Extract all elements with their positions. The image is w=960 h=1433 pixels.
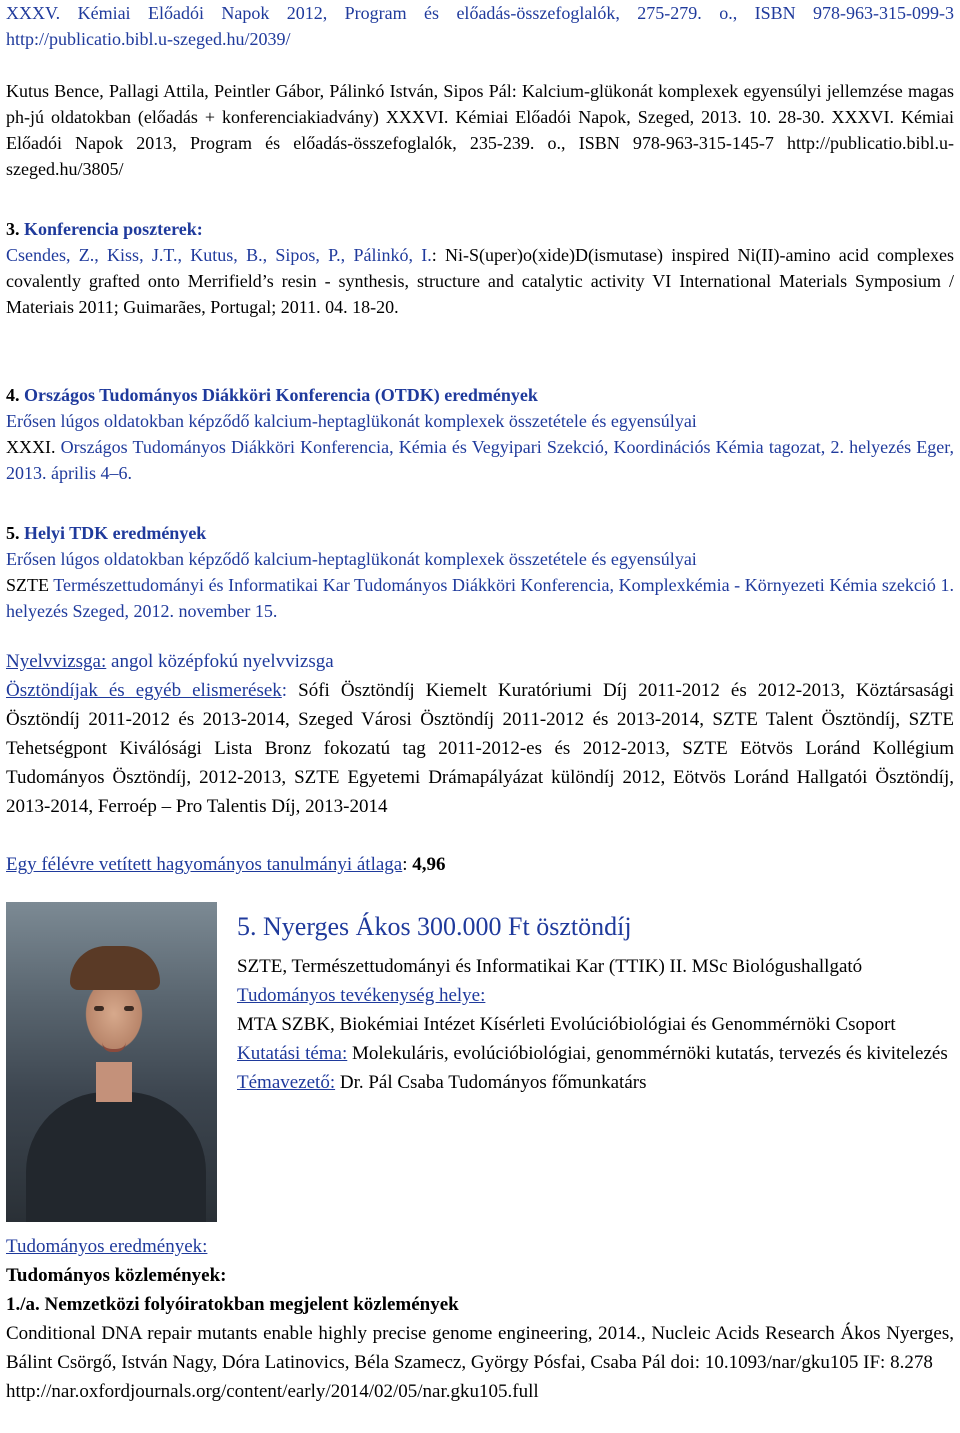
poster-details: : Ni-S(uper)o(xide)D(ismutase) inspired Ni(II)-amino acid complexes covalently grafted onto Merrifield’s resin - synthesis, structure and catalytic activity VI International Materials Symposium / Materiais 2011; Guimarães, Portugal; 2011. 04. 18-20.	[6, 245, 955, 317]
poster-authors: Csendes, Z., Kiss, J.T., Kutus, B., Sipos, P., Pálinkó, I.	[6, 245, 432, 265]
section-posters	[6, 216, 954, 320]
profile-place-value: MTA SZBK, Biokémiai Intézet Kísérleti Evolúcióbiológiai és Genommérnöki Csoport	[237, 1014, 896, 1035]
scholarships	[6, 676, 954, 821]
gpa	[6, 850, 954, 879]
gpa-label: Egy félévre vetített hagyományos tanulmányi átlaga	[6, 854, 403, 875]
local-tdk-thesis-title: Erősen lúgos oldatokban képződő kalcium-heptaglükonát komplexek összetétele és egyensúlyai	[6, 549, 697, 569]
conference-ref-2-authors: Kutus Bence, Pallagi Attila, Peintler Gábor, Pálinkó István, Sipos Pál: Kalcium-glükonát komplexek egyensúlyi jellemzése magas ph-jú oldatokban (előadás + konferenciakiadvány) XXXVI.	[6, 81, 954, 127]
photo-eye-right	[124, 1006, 134, 1011]
student-photo	[6, 902, 217, 1222]
language-exam	[6, 647, 954, 676]
profile-supervisor-value: Dr. Pál Csaba Tudományos főmunkatárs	[339, 1072, 647, 1093]
local-tdk-result-university: SZTE	[6, 575, 49, 595]
local-tdk-result	[6, 572, 954, 624]
profile-topic-label: Kutatási téma:	[237, 1043, 348, 1064]
section-otdk-number: 4.	[6, 385, 20, 405]
language-exam-value: angol középfokú nyelvvizsga	[111, 651, 334, 672]
profile-details	[237, 952, 954, 1097]
section-posters-number: 3.	[6, 219, 20, 239]
results-section-title: 1./a. Nemzetközi folyóiratokban megjelent közlemények	[6, 1294, 459, 1315]
language-exam-label: Nyelvvizsga:	[6, 651, 107, 672]
section-local-tdk-heading	[6, 520, 954, 546]
photo-mouth	[102, 1042, 126, 1052]
photo-shirt	[26, 1092, 206, 1222]
scientific-results	[6, 1232, 954, 1406]
photo-eye-left	[94, 1006, 104, 1011]
otdk-result-edition: XXXI.	[6, 437, 56, 457]
profile-name: 5. Nyerges Ákos 300.000 Ft ösztöndíj	[237, 912, 632, 941]
conference-ref-1	[6, 0, 954, 52]
section-otdk-title: Országos Tudományos Diákköri Konferencia (OTDK) eredmények	[24, 385, 538, 405]
section-local-tdk-number: 5.	[6, 523, 20, 543]
otdk-result	[6, 434, 954, 486]
scholarships-value: Sófi Ösztöndíj Kiemelt Kuratóriumi Díj 2011-2012 és 2012-2013, Köztársasági Ösztöndíj 2011-2012 és 2013-2014, Szeged Városi Ösztöndíj 2011-2012 és 2013-2014, SZTE Talent Ösztöndíj, SZTE Tehetségpont Kiválósági Lista Bronz fokozatú tag 2011-2012-es és 2012-2013, SZTE Eötvös Loránd Kollégium Tudományos Ösztöndíj, 2012-2013, SZTE Egyetemi Drámapályázat különdíj 2012, Eötvös Loránd Hallgatói Ösztöndíj, 2013-2014, Ferroép – Pro Talentis Díj, 2013-2014	[6, 680, 955, 817]
section-otdk	[6, 382, 954, 486]
profile-supervisor	[237, 1068, 954, 1097]
profile-topic-value: Molekuláris, evolúcióbiológiai, genommérnöki kutatás, tervezés és kivitelezés	[352, 1043, 948, 1064]
profile-supervisor-label: Témavezető:	[237, 1072, 336, 1093]
conference-ref-1-text: XXXV. Kémiai Előadói Napok 2012, Program és előadás-összefoglalók, 275-279. o., ISBN 978-963-315-099-3 http://publicatio.bibl.u-szeged.hu/2039/	[6, 3, 954, 49]
results-publications-title: Tudományos közlemények:	[6, 1265, 227, 1286]
publication-url[interactable]: http://nar.oxfordjournals.org/content/early/2014/02/05/nar.gku105.full	[6, 1381, 539, 1402]
profile-place-label: Tudományos tevékenység helye:	[237, 985, 486, 1006]
scholarships-colon: :	[281, 680, 288, 701]
conference-ref-2	[6, 78, 954, 182]
local-tdk-result-details: Természettudományi és Informatikai Kar Tudományos Diákköri Konferencia, Komplexkémia - Környezeti Kémia szekció 1. helyezés Szeged, 2012. november 15.	[6, 575, 954, 621]
conference-ref-2-details: Kémiai Előadói Napok, Szeged, 2013. 10. 28-30. XXXVI. Kémiai Előadói Napok 2013, Program és előadás-összefoglalók, 235-239. o., ISBN 978-963-315-145-7 http://publicatio.bibl.u-szeged.hu/3805/	[6, 107, 955, 179]
results-label: Tudományos eredmények:	[6, 1236, 208, 1257]
otdk-thesis-title: Erősen lúgos oldatokban képződő kalcium-heptaglükonát komplexek összetétele és egyensúlyai	[6, 411, 697, 431]
gpa-colon: :	[402, 854, 408, 875]
section-otdk-heading	[6, 382, 954, 408]
section-local-tdk-title: Helyi TDK eredmények	[24, 523, 207, 543]
section-posters-heading	[6, 216, 954, 242]
gpa-value: 4,96	[412, 854, 446, 875]
otdk-result-details: Országos Tudományos Diákköri Konferencia, Kémia és Vegyipari Szekció, Koordinációs Kémia tagozat, 2. helyezés Eger, 2013. április 4–6.	[6, 437, 955, 483]
section-posters-title: Konferencia poszterek:	[24, 219, 203, 239]
profile-faculty: SZTE, Természettudományi és Informatikai Kar (TTIK) II. MSc Biológushallgató	[237, 956, 863, 977]
scholarships-label: Ösztöndíjak és egyéb elismerések	[6, 680, 282, 701]
photo-hair	[70, 946, 160, 990]
profile-topic	[237, 1039, 954, 1068]
photo-neck	[96, 1062, 132, 1102]
publication-entry: Conditional DNA repair mutants enable highly precise genome engineering, 2014., Nucleic Acids Research Ákos Nyerges, Bálint Csörgő, István Nagy, Dóra Latinovics, Béla Szamecz, György Pósfai, Csaba Pál doi: 10.1093/nar/gku105 IF: 8.278	[6, 1323, 954, 1373]
poster-entry	[6, 242, 954, 320]
section-local-tdk	[6, 520, 954, 624]
